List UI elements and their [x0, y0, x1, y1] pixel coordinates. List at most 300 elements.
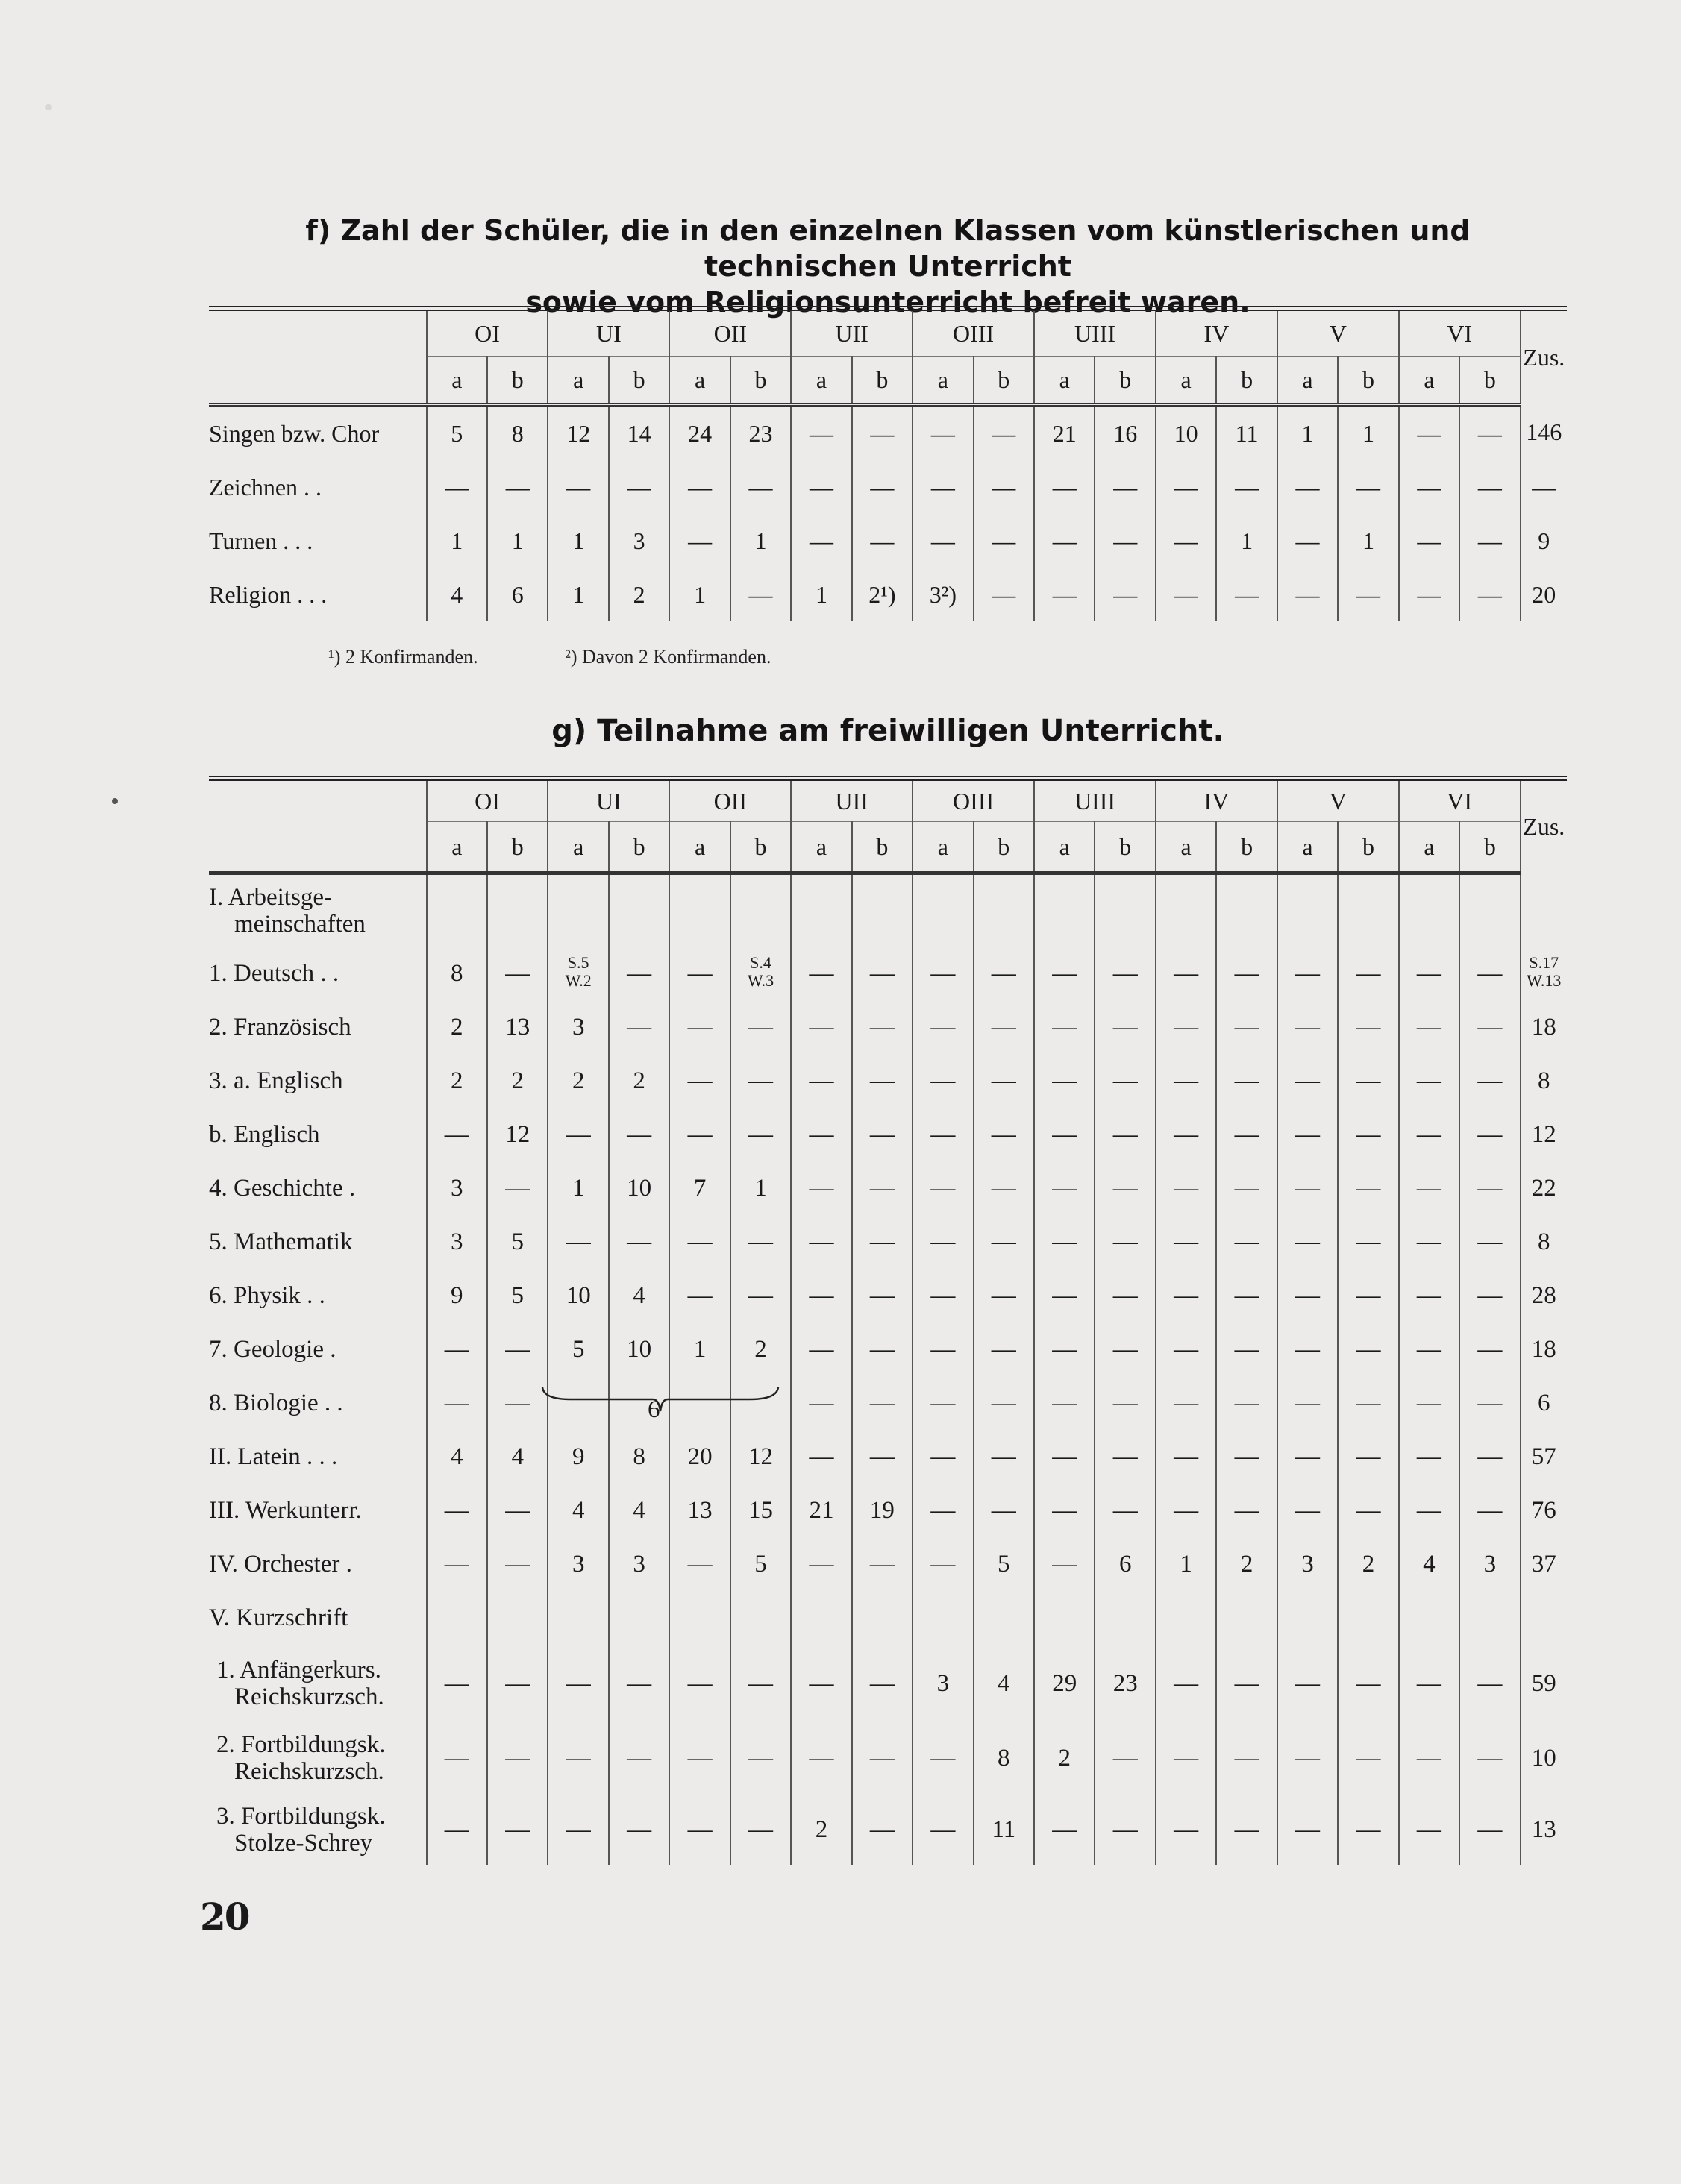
cell-value: 3	[572, 1550, 585, 1578]
table-cell	[1156, 1108, 1216, 1161]
paper-mark	[112, 798, 118, 804]
cell-value: 4	[633, 1281, 645, 1309]
cell-value: S.5 W.2	[565, 953, 592, 990]
cell-value: —	[930, 1013, 956, 1041]
table-cell	[1399, 1591, 1459, 1645]
cell-value: 2¹)	[868, 580, 896, 608]
table-cell	[1095, 1794, 1155, 1866]
cell-value: —	[1295, 1120, 1321, 1148]
table-cell	[1459, 1215, 1520, 1269]
table-row	[209, 1591, 1567, 1645]
cell-value: —	[869, 1228, 895, 1255]
cell-value: —	[930, 1067, 956, 1094]
cell-value: —	[1417, 419, 1441, 447]
table-cell	[609, 1322, 669, 1376]
cell-value: 19	[869, 1496, 895, 1524]
table-cell	[791, 947, 851, 1000]
table-cell	[1399, 1376, 1459, 1430]
section-f-title	[209, 213, 1567, 320]
cell-value: —	[1112, 1013, 1138, 1041]
row-total	[1521, 1161, 1567, 1215]
page-number: 20	[200, 1895, 249, 1939]
total-value: 76	[1531, 1496, 1556, 1524]
table-cell	[609, 873, 669, 947]
table-cell	[548, 1430, 608, 1484]
cell-value: —	[869, 1281, 895, 1309]
row-total	[1521, 1376, 1567, 1430]
cell-value: 3	[572, 1013, 585, 1041]
cell-value: —	[1295, 1816, 1321, 1843]
paper-mark	[45, 104, 52, 110]
table-cell	[913, 405, 973, 461]
row-label	[209, 1054, 427, 1108]
table-cell	[487, 1269, 548, 1322]
cell-value: —	[930, 1550, 956, 1578]
cell-value: —	[1174, 1389, 1199, 1416]
table-cell	[974, 1484, 1034, 1537]
table-cell	[548, 1484, 608, 1537]
cell-value: 6	[511, 580, 524, 608]
cell-value: —	[566, 1816, 591, 1843]
cell-value: —	[1295, 1443, 1321, 1470]
subclass-a-header: a	[1156, 822, 1216, 873]
cell-value: —	[748, 1669, 774, 1697]
table-cell	[730, 1161, 791, 1215]
subclass-a-header: a	[1156, 357, 1216, 405]
cell-value: —	[444, 1335, 469, 1363]
row-label-line: 4. Geschichte .	[209, 1175, 356, 1202]
table-cell	[1459, 1269, 1520, 1322]
table-cell	[1399, 1108, 1459, 1161]
table-cell	[1338, 873, 1398, 947]
row-label-line: meinschaften	[234, 911, 366, 938]
table-cell	[1459, 1591, 1520, 1645]
cell-value: —	[1112, 1174, 1138, 1202]
table-cell	[609, 947, 669, 1000]
table-cell	[852, 460, 913, 514]
cell-value: 3	[633, 1550, 645, 1578]
cell-value: —	[869, 1389, 895, 1416]
table-cell	[1095, 1108, 1155, 1161]
cell-value: 7	[693, 1174, 707, 1202]
table-cell	[791, 405, 851, 461]
row-label	[209, 1108, 427, 1161]
cell-value: —	[1416, 1174, 1441, 1202]
class-header: OI	[427, 309, 548, 357]
table-row	[209, 1054, 1567, 1108]
cell-value: 10	[566, 1281, 591, 1309]
cell-value: —	[748, 473, 773, 501]
table-cell	[669, 1054, 730, 1108]
table-cell	[669, 1000, 730, 1054]
table-cell	[669, 460, 730, 514]
cell-value: —	[1174, 1228, 1199, 1255]
cell-value: 5	[451, 419, 463, 447]
table-cell	[1095, 1215, 1155, 1269]
table-cell	[1216, 1161, 1277, 1215]
subclass-a-header: a	[1399, 822, 1459, 873]
cell-value: —	[627, 1744, 652, 1772]
class-header: OII	[669, 779, 791, 822]
cell-value: 8	[451, 959, 463, 987]
table-cell	[1034, 405, 1095, 461]
cell-value: —	[1477, 1335, 1503, 1363]
cell-value: —	[505, 1816, 530, 1843]
cell-value: —	[1295, 1744, 1321, 1772]
cell-value: —	[1356, 1067, 1381, 1094]
table-cell	[913, 1376, 973, 1430]
class-header: VI	[1399, 779, 1521, 822]
cell-value: —	[566, 1120, 591, 1148]
table-cell	[1216, 1322, 1277, 1376]
table-cell	[1095, 1376, 1155, 1430]
cell-value: —	[1356, 959, 1381, 987]
table-cell	[1277, 873, 1338, 947]
class-header: V	[1277, 779, 1399, 822]
table-cell	[1399, 1215, 1459, 1269]
cell-value: —	[1295, 1335, 1321, 1363]
cell-value: —	[1416, 1281, 1441, 1309]
table-cell	[427, 1322, 487, 1376]
table-cell	[427, 514, 487, 568]
table-cell	[1338, 1269, 1398, 1322]
cell-value: —	[1052, 580, 1077, 608]
cell-value: —	[1234, 1281, 1259, 1309]
cell-value: —	[1174, 1669, 1199, 1697]
table-row	[209, 405, 1567, 461]
table-cell	[609, 1108, 669, 1161]
total-value: 8	[1538, 1067, 1550, 1094]
table-cell	[791, 1591, 851, 1645]
table-cell	[1216, 1376, 1277, 1430]
table-cell	[974, 1054, 1034, 1108]
table-cell	[427, 568, 487, 621]
row-total	[1521, 1322, 1567, 1376]
cell-value: —	[687, 1669, 713, 1697]
cell-value: —	[1112, 1389, 1138, 1416]
cell-value: —	[992, 419, 1016, 447]
cell-value: —	[1174, 580, 1198, 608]
cell-value: 12	[748, 1443, 774, 1470]
cell-value: —	[870, 473, 895, 501]
cell-value: —	[930, 419, 955, 447]
cell-value: 10	[1174, 419, 1198, 447]
total-value: —	[1532, 473, 1556, 501]
cell-value: —	[869, 1550, 895, 1578]
row-label-line: Stolze-Schrey	[234, 1830, 373, 1857]
cell-value: 3	[451, 1228, 463, 1255]
table-cell	[1095, 947, 1155, 1000]
cell-value: —	[869, 1174, 895, 1202]
row-total	[1521, 460, 1567, 514]
table-cell	[548, 1645, 608, 1722]
cell-value: —	[869, 1335, 895, 1363]
table-cell	[669, 1322, 730, 1376]
table-cell	[1156, 1161, 1216, 1215]
table-cell	[974, 1322, 1034, 1376]
table-cell	[974, 1430, 1034, 1484]
row-label	[209, 405, 427, 461]
cell-value: —	[991, 1496, 1016, 1524]
merged-brace	[541, 1386, 780, 1416]
table-cell	[609, 1537, 669, 1591]
subclass-b-header: b	[1459, 357, 1520, 405]
cell-value: —	[1113, 580, 1138, 608]
table-cell	[487, 1484, 548, 1537]
table-cell	[1399, 947, 1459, 1000]
table-cell	[1216, 405, 1277, 461]
total-value: 18	[1531, 1335, 1556, 1363]
table-cell	[1338, 405, 1398, 461]
table-cell	[1277, 1108, 1338, 1161]
cell-value: —	[991, 1120, 1016, 1148]
table-cell	[852, 405, 913, 461]
cell-value: —	[809, 1443, 834, 1470]
table-cell	[1399, 514, 1459, 568]
row-label-line: Zeichnen . .	[209, 473, 322, 501]
cell-value: —	[930, 473, 955, 501]
cell-value: —	[1356, 1228, 1381, 1255]
class-header: UII	[791, 779, 913, 822]
cell-value: —	[748, 1013, 774, 1041]
cell-value: —	[1356, 1281, 1381, 1309]
table-cell	[1338, 1161, 1398, 1215]
row-label	[209, 1484, 427, 1537]
table-cell	[1034, 1794, 1095, 1866]
cell-value: —	[1052, 1013, 1077, 1041]
cell-value: —	[809, 1174, 834, 1202]
cell-value: —	[809, 1228, 834, 1255]
table-cell	[1034, 568, 1095, 621]
cell-value: 2	[754, 1335, 767, 1363]
table-cell	[548, 1794, 608, 1866]
table-cell	[1399, 1161, 1459, 1215]
table-cell	[1459, 947, 1520, 1000]
table-cell	[852, 873, 913, 947]
row-label	[209, 1722, 427, 1794]
total-value: 28	[1531, 1281, 1556, 1309]
cell-value: —	[1477, 959, 1503, 987]
table-cell	[791, 1376, 851, 1430]
cell-value: —	[1174, 1281, 1199, 1309]
row-label-line: 6. Physik . .	[209, 1282, 325, 1309]
class-header: UI	[548, 309, 669, 357]
cell-value: —	[1174, 473, 1198, 501]
class-header: OII	[669, 309, 791, 357]
subclass-b-header: b	[730, 357, 791, 405]
table-cell	[1216, 1108, 1277, 1161]
subclass-a-header: a	[1034, 357, 1095, 405]
table-cell	[669, 1269, 730, 1322]
cell-value: —	[1477, 1496, 1503, 1524]
table-cell	[852, 947, 913, 1000]
cell-value: —	[1477, 1013, 1503, 1041]
subclass-b-header: b	[1338, 822, 1398, 873]
section-g-title: g) Teilnahme am freiwilligen Unterricht.	[551, 714, 1224, 748]
cell-value: —	[809, 1281, 834, 1309]
cell-value: —	[566, 1744, 591, 1772]
footnotes	[328, 646, 853, 668]
table-cell	[609, 1161, 669, 1215]
table-cell	[1095, 1722, 1155, 1794]
row-total	[1521, 873, 1567, 947]
total-value: S.17 W.13	[1527, 953, 1562, 990]
row-label	[209, 1215, 427, 1269]
table-cell	[669, 1722, 730, 1794]
subclass-header-row	[209, 822, 1567, 873]
class-header: UII	[791, 309, 913, 357]
subclass-b-header: b	[609, 357, 669, 405]
subclass-b-header: b	[487, 357, 548, 405]
cell-value: —	[505, 959, 530, 987]
cell-value: —	[1234, 1067, 1259, 1094]
table-cell	[1156, 405, 1216, 461]
class-header: IV	[1156, 779, 1277, 822]
cell-value: —	[444, 1816, 469, 1843]
table-cell	[1459, 514, 1520, 568]
cell-value: —	[687, 1228, 713, 1255]
row-label-line: 2. Französisch	[209, 1014, 351, 1041]
table-cell	[791, 1484, 851, 1537]
cell-value: 2	[1058, 1744, 1071, 1772]
table-row	[209, 1161, 1567, 1215]
table-cell	[1399, 1054, 1459, 1108]
cell-value: —	[748, 1120, 774, 1148]
table-cell	[1277, 568, 1338, 621]
cell-value: —	[1356, 1013, 1381, 1041]
table-cell	[974, 405, 1034, 461]
table-cell	[609, 514, 669, 568]
cell-value: —	[748, 1744, 774, 1772]
cell-value: 23	[748, 419, 773, 447]
table-cell	[791, 1000, 851, 1054]
table-cell	[487, 873, 548, 947]
table-cell	[1034, 873, 1095, 947]
cell-value: 1	[572, 527, 585, 554]
table-cell	[974, 1722, 1034, 1794]
table-cell	[1034, 460, 1095, 514]
table-cell	[427, 1269, 487, 1322]
table-cell	[1277, 1000, 1338, 1054]
cell-value: 1	[1180, 1550, 1192, 1578]
cell-value: —	[627, 1228, 652, 1255]
table-cell	[730, 1430, 791, 1484]
cell-value: 1	[1362, 527, 1374, 554]
cell-value: —	[1477, 580, 1502, 608]
table-cell	[427, 1645, 487, 1722]
table-cell	[427, 873, 487, 947]
table-cell	[1338, 947, 1398, 1000]
table-cell	[913, 1161, 973, 1215]
cell-value: —	[1052, 1496, 1077, 1524]
row-label-line: 5. Mathematik	[209, 1228, 353, 1255]
voluntary-lessons-table	[209, 776, 1567, 1866]
table-cell	[852, 1537, 913, 1591]
table-cell	[1459, 1645, 1520, 1722]
cell-value: —	[1295, 1067, 1321, 1094]
cell-value: 20	[687, 1443, 713, 1470]
table-cell	[974, 873, 1034, 947]
cell-value: —	[1113, 473, 1138, 501]
cell-value: —	[627, 473, 651, 501]
table-cell	[1216, 514, 1277, 568]
table-cell	[1338, 1537, 1398, 1591]
table-cell	[1034, 1430, 1095, 1484]
table-row	[209, 568, 1567, 621]
table-cell	[1156, 514, 1216, 568]
table-cell	[974, 1537, 1034, 1591]
cell-value: 12	[505, 1120, 530, 1148]
header-corner	[209, 822, 427, 873]
cell-value: —	[1477, 1389, 1503, 1416]
table-cell	[609, 1591, 669, 1645]
table-cell	[548, 1537, 608, 1591]
cell-value: —	[748, 1067, 774, 1094]
table-cell	[1156, 1376, 1216, 1430]
table-cell	[669, 1108, 730, 1161]
table-cell	[1277, 514, 1338, 568]
table-cell	[1156, 1645, 1216, 1722]
row-label	[209, 1322, 427, 1376]
cell-value: —	[1052, 1120, 1077, 1148]
cell-value: —	[1234, 1443, 1259, 1470]
row-label	[209, 947, 427, 1000]
table-cell	[548, 405, 608, 461]
cell-value: —	[1174, 959, 1199, 987]
subclass-a-header: a	[1399, 357, 1459, 405]
row-label-line: 3. Fortbildungsk.	[216, 1803, 386, 1830]
table-cell	[1399, 1322, 1459, 1376]
cell-value: —	[566, 1669, 591, 1697]
table-cell	[1277, 1376, 1338, 1430]
table-cell	[1216, 1722, 1277, 1794]
cell-value: —	[1477, 1669, 1503, 1697]
row-label-line: 1. Deutsch . .	[209, 960, 339, 987]
table-cell	[730, 1591, 791, 1645]
cell-value: —	[1052, 473, 1077, 501]
cell-value: —	[748, 1281, 774, 1309]
table-cell	[427, 1108, 487, 1161]
cell-value: —	[1356, 1496, 1381, 1524]
table-cell	[427, 1537, 487, 1591]
cell-value: 29	[1052, 1669, 1077, 1697]
cell-value: —	[991, 1228, 1016, 1255]
total-value: 22	[1531, 1174, 1556, 1202]
table-cell	[1459, 1108, 1520, 1161]
cell-value: —	[444, 1669, 469, 1697]
cell-value: —	[930, 1120, 956, 1148]
table-cell	[487, 1430, 548, 1484]
cell-value: 1	[572, 1174, 585, 1202]
table-cell	[427, 1161, 487, 1215]
cell-value: 9	[451, 1281, 463, 1309]
table-cell	[1156, 1430, 1216, 1484]
table-cell	[1399, 1430, 1459, 1484]
table-cell	[669, 1484, 730, 1537]
table-cell	[791, 1108, 851, 1161]
subclass-b-header: b	[1338, 357, 1398, 405]
cell-value: —	[444, 1744, 469, 1772]
table-cell	[548, 568, 608, 621]
cell-value: —	[1477, 1744, 1503, 1772]
table-cell	[1216, 460, 1277, 514]
table-cell	[1338, 1376, 1398, 1430]
table-cell	[427, 1722, 487, 1794]
cell-value: 2	[633, 1067, 645, 1094]
row-label	[209, 1161, 427, 1215]
table-cell	[548, 1000, 608, 1054]
table-cell	[974, 1376, 1034, 1430]
